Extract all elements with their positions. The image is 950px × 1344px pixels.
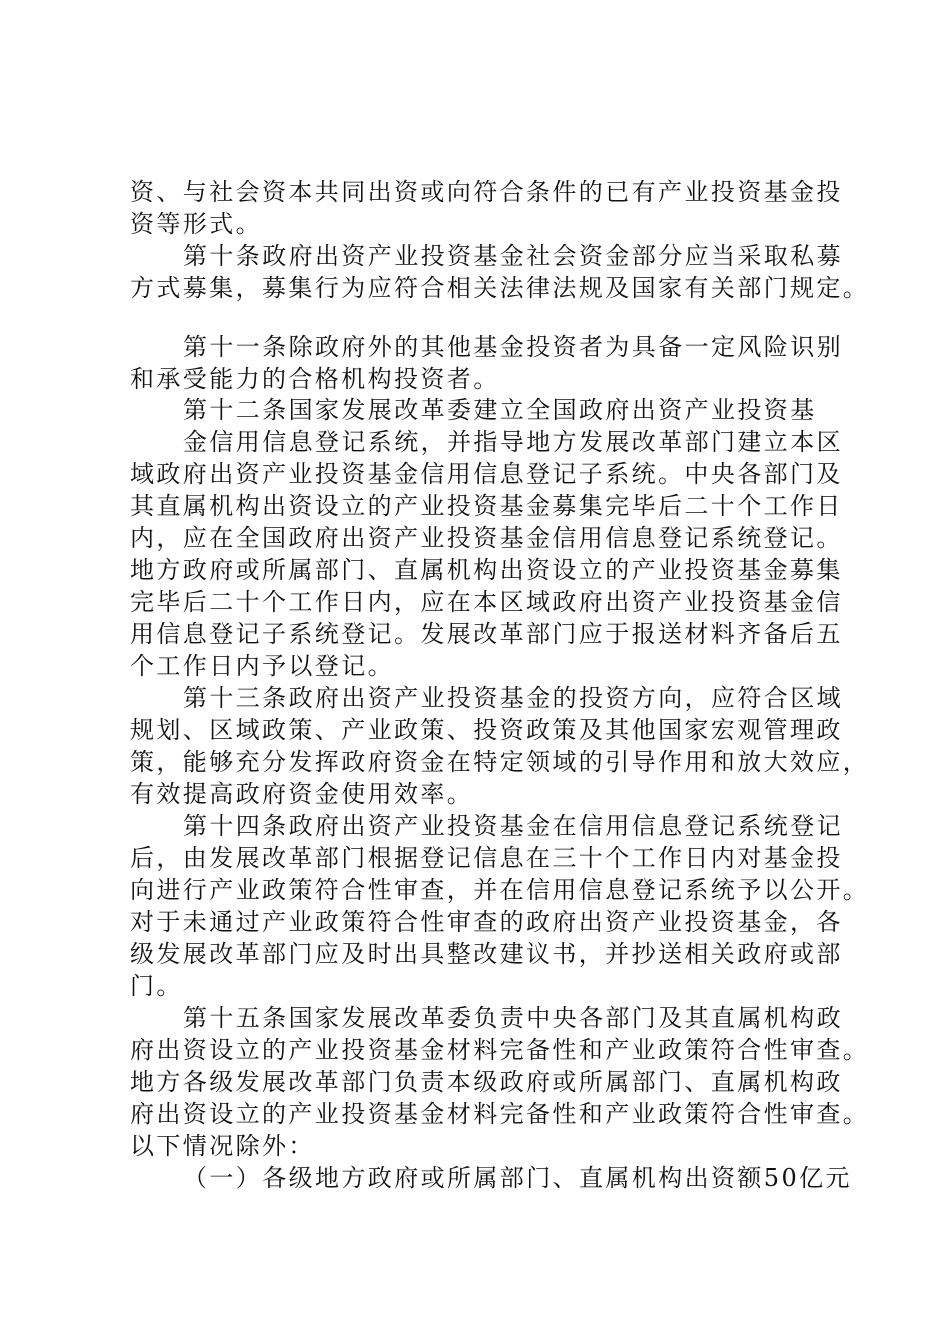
text-line: 资、与社会资本共同出资或向符合条件的已有产业投资基金投: [130, 178, 843, 206]
text-line: 方式募集，募集行为应符合相关法律法规及国家有关部门规定。: [130, 274, 870, 302]
paragraph-article-12: 第十二条国家发展改革委建立全国政府出资产业投资基: [183, 396, 817, 424]
text-line: 地方各级发展改革部门负责本级政府或所属部门、直属机构政: [130, 1068, 843, 1096]
text-line: 规划、区域政策、产业政策、投资政策及其他国家宏观管理政: [130, 716, 843, 744]
text-line: 有效提高政府资金使用效率。: [130, 780, 474, 808]
text-line: 以下情况除外：: [130, 1132, 315, 1160]
text-line: 和承受能力的合格机构投资者。: [130, 365, 500, 393]
paragraph-article-15: 第十五条国家发展改革委负责中央各部门及其直属机构政: [183, 1004, 843, 1032]
text-line: 金信用信息登记系统，并指导地方发展改革部门建立本区: [183, 428, 843, 456]
list-item-1: （一）各级地方政府或所属部门、直属机构出资额50亿元: [183, 1164, 852, 1192]
paragraph-article-13: 第十三条政府出资产业投资基金的投资方向，应符合区域: [183, 684, 843, 712]
text-line: 对于未通过产业政策符合性审查的政府出资产业投资基金，各: [130, 908, 843, 936]
text-line: 个工作日内予以登记。: [130, 652, 394, 680]
paragraph-article-14: 第十四条政府出资产业投资基金在信用信息登记系统登记: [183, 812, 843, 840]
text-line: 府出资设立的产业投资基金材料完备性和产业政策符合性审查。: [130, 1036, 870, 1064]
text-line: 级发展改革部门应及时出具整改建议书，并抄送相关政府或部: [130, 940, 843, 968]
text-line: 域政府出资产业投资基金信用信息登记子系统。中央各部门及: [130, 460, 843, 488]
text-line: 内，应在全国政府出资产业投资基金信用信息登记系统登记。: [130, 524, 843, 552]
text-line: 门。: [130, 972, 183, 1000]
text-line: 府出资设立的产业投资基金材料完备性和产业政策符合性审查。: [130, 1100, 870, 1128]
text-line: 策，能够充分发挥政府资金在特定领域的引导作用和放大效应，: [130, 748, 870, 776]
text-line: 完毕后二十个工作日内，应在本区域政府出资产业投资基金信: [130, 588, 843, 616]
text-line: 地方政府或所属部门、直属机构出资设立的产业投资基金募集: [130, 556, 843, 584]
text-line: 资等形式。: [130, 210, 262, 238]
paragraph-article-10: 第十条政府出资产业投资基金社会资金部分应当采取私募: [183, 242, 843, 270]
text-line: 用信息登记子系统登记。发展改革部门应于报送材料齐备后五: [130, 620, 843, 648]
text-line: 其直属机构出资设立的产业投资基金募集完毕后二十个工作日: [130, 492, 843, 520]
text-line: 向进行产业政策符合性审查，并在信用信息登记系统予以公开。: [130, 876, 870, 904]
paragraph-article-11: 第十一条除政府外的其他基金投资者为具备一定风险识别: [183, 333, 843, 361]
text-line: 后，由发展改革部门根据登记信息在三十个工作日内对基金投: [130, 844, 843, 872]
